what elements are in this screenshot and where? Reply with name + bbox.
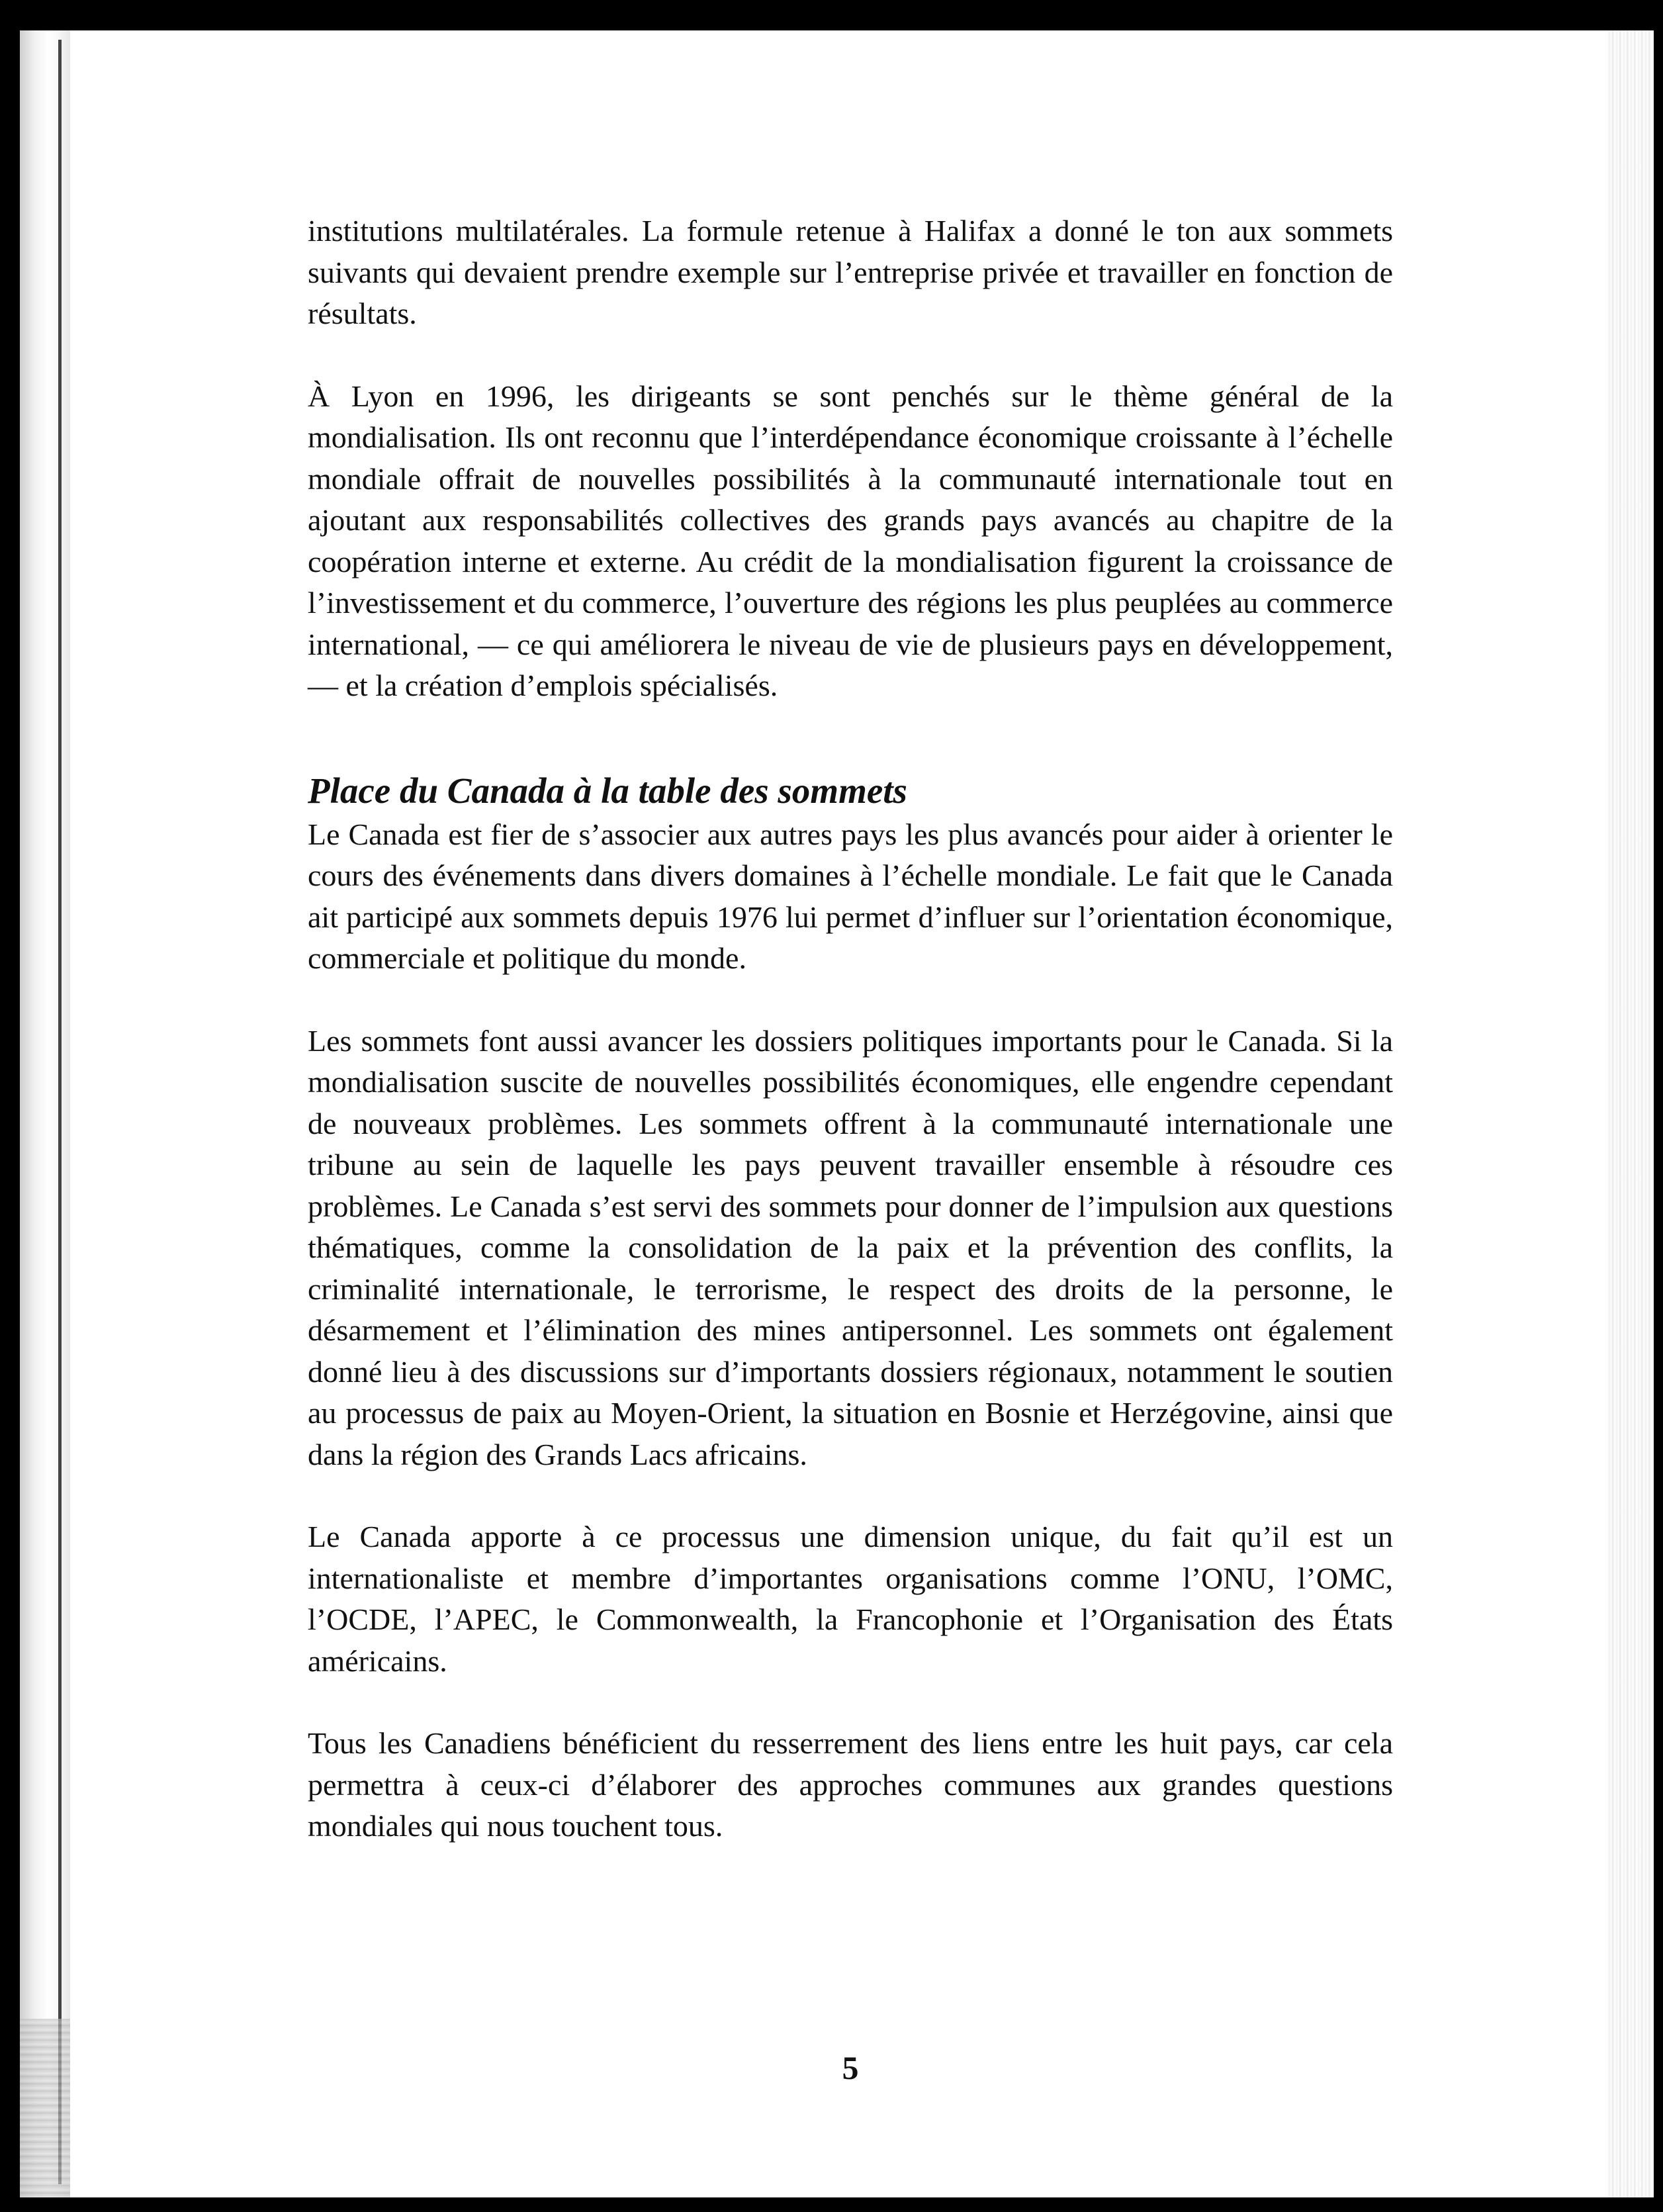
section-heading: Place du Canada à la table des sommets <box>308 770 907 811</box>
scan-border-right <box>1654 0 1663 2212</box>
paragraph-policy-files: Les sommets font aussi avancer les dossiers politiques importants pour le Canada. Si la mondialisation suscite de nouvelles possibilités économiques, elle engendre cependant de nouveaux problèmes. Les sommets offrent à la communauté internationale une tribune au sein de laquelle les pays peuvent travailler ensemble à résoudre ces problèmes. Le Canada s’est servi des sommets pour donner de l’impulsion aux questions thématiques, comme la consolidation de la paix et la prévention des conflits, la criminalité internationale, le terrorisme, le respect des droits de la personne, le désarmement et l’élimination des mines antipersonnel. Les sommets ont également donné lieu à des discussions sur d’importants dossiers régionaux, notamment le soutien au processus de paix au Moyen-Orient, la situation en Bosnie et Herzégovine, ainsi que dans la région des Grands Lacs africains. <box>308 1023 1393 1471</box>
paragraph-lyon: À Lyon en 1996, les dirigeants se sont penchés sur le thème général de la mondialisation. Ils ont reconnu que l’interdépendance économique croissante à l’échelle mondiale offrait de nouvelles possibilités à la communauté internationale tout en ajoutant aux responsabilités collectives des grands pays avancés au chapitre de la coopération interne et externe. Au crédit de la mondialisation figurent la croissance de l’investissement et du commerce, l’ouverture des régions les plus peuplées au commerce international, — ce qui améliorera le niveau de vie de plusieurs pays en développement, — et la création d’emplois spécialisés. <box>308 379 1393 702</box>
paragraph-canada-role: Le Canada est fier de s’associer aux autres pays les plus avancés pour aider à orienter le cours des événements dans divers domaines à l’échelle mondiale. Le fait que le Canada ait participé aux sommets depuis 1976 lui permet d’influer sur l’orientation économique, commerciale et politique du monde. <box>308 817 1393 975</box>
page-content <box>308 210 1393 1888</box>
paragraph-halifax: institutions multilatérales. La formule retenue à Halifax a donné le ton aux sommets suivants qui devaient prendre exemple sur l’entreprise privée et travailler en fonction de résultats. <box>308 214 1393 330</box>
paragraph-unique-dimension: Le Canada apporte à ce processus une dimension unique, du fait qu’il est un internationaliste et membre d’importantes organisations comme l’ONU, l’OMC, l’OCDE, l’APEC, le Commonwealth, la Francophonie et l’Organisation des États américains. <box>308 1520 1393 1678</box>
scan-border-left <box>0 0 20 2212</box>
paragraph-all-canadians: Tous les Canadiens bénéficient du resserrement des liens entre les huit pays, car cela permettra à ceux-ci d’élaborer des approches communes aux grandes questions mondiales qui nous touchent tous. <box>308 1726 1393 1843</box>
page-number: 5 <box>842 2049 859 2086</box>
binding-edge-line <box>58 40 62 2184</box>
page-edge-texture <box>1607 30 1654 2197</box>
book-binding <box>20 30 70 2197</box>
scan-border-bottom <box>0 2197 1663 2212</box>
binding-shadow <box>20 2019 70 2197</box>
scan-border-top <box>0 0 1663 30</box>
